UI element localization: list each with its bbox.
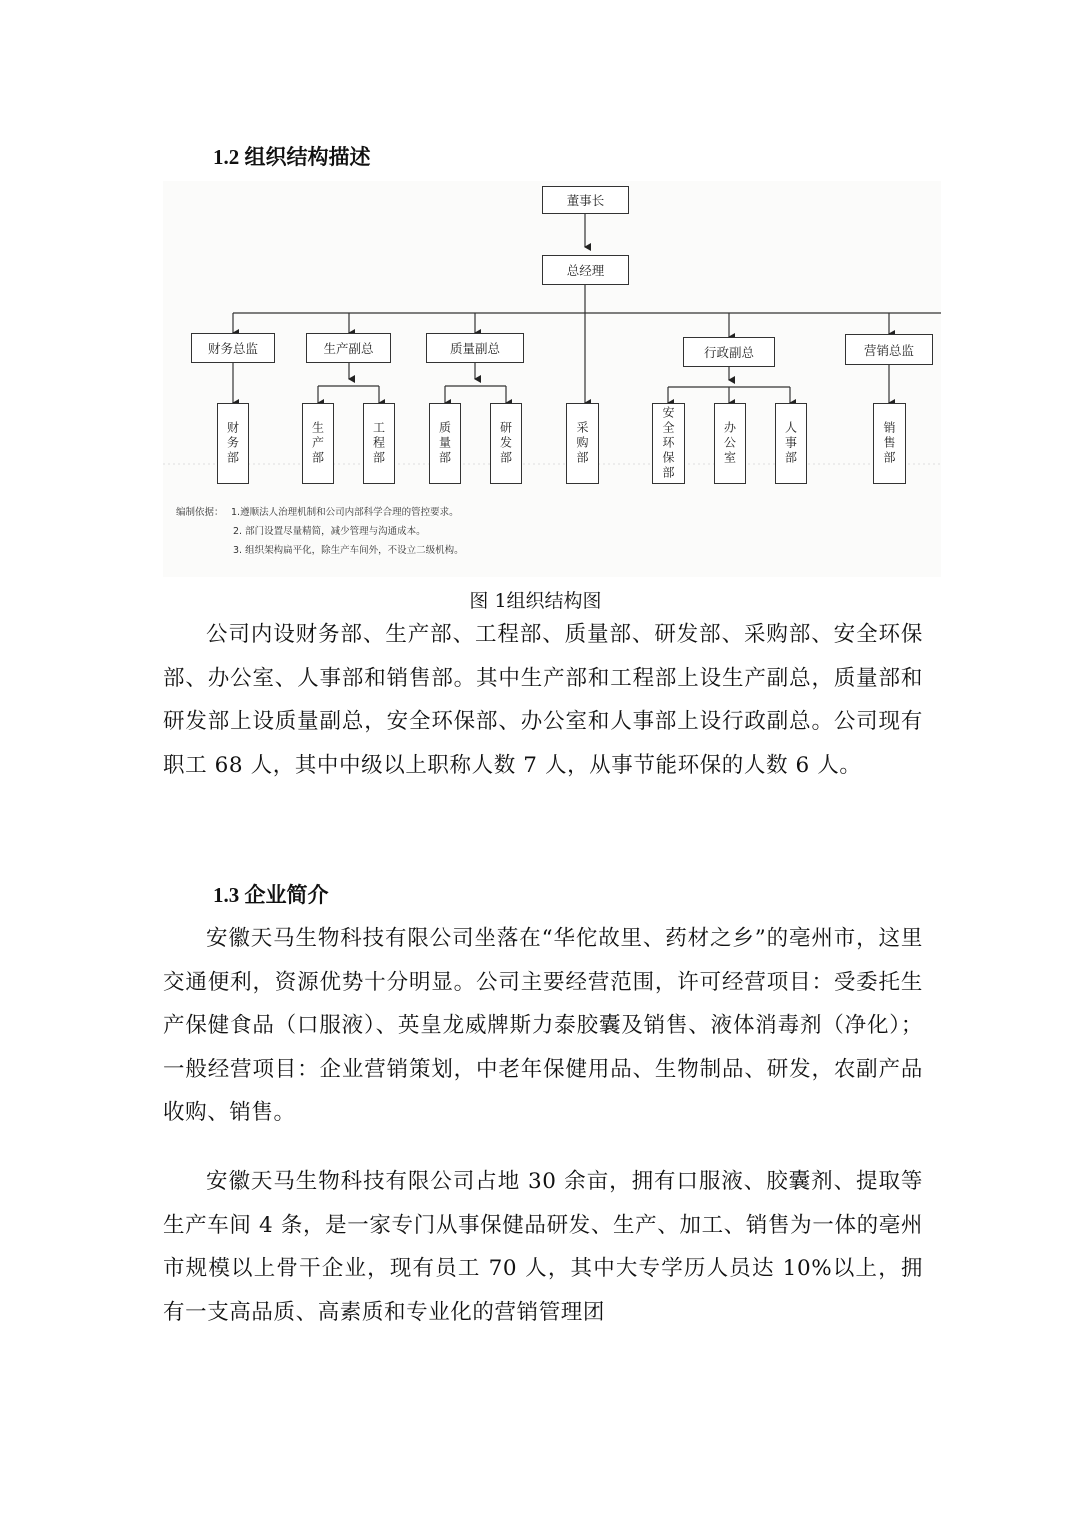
- paragraph-org-text: 公司内设财务部、生产部、工程部、质量部、研发部、采购部、安全环保部、办公室、人事部和销售部。其中生产部和工程部上设生产副总，质量部和研发部上设质量副总，安全环保部、办公室和人事部上设行政副总。公司现有职工 68 人，其中中级以上职称人数 7 人，从事节能环保的人数 6 人。: [163, 622, 923, 778]
- org-box-production-dept: 生产部: [302, 403, 334, 484]
- org-chart-note-3: 3. 组织架构扁平化，除生产车间外，不设立二级机构。: [233, 545, 464, 556]
- org-box-finance-dept: 财务部: [217, 403, 249, 484]
- org-chart-note-2: 2. 部门设置尽量精简，减少管理与沟通成本。: [233, 526, 426, 537]
- org-box-rd-dept: 研发部: [490, 403, 522, 484]
- org-box-hr-dept: 人事部: [775, 403, 807, 484]
- paragraph-intro-1-text: 安徽天马生物科技有限公司坐落在“华佗故里、药材之乡”的亳州市，这里交通便利，资源优势十分明显。公司主要经营范围，许可经营项目：受委托生产保健食品（口服液）、英皇龙威牌斯力泰胶囊及销售、液体消毒剂（净化）；一般经营项目：企业营销策划，中老年保健用品、生物制品、研发，农副产品收购、销售。: [163, 926, 923, 1126]
- org-box-admin-vp: 行政副总: [683, 337, 775, 367]
- org-box-purchasing-dept: 采购部: [566, 403, 599, 484]
- org-box-safety-env-dept: 安全环保部: [652, 403, 685, 484]
- paragraph-intro-2-text: 安徽天马生物科技有限公司占地 30 余亩，拥有口服液、胶囊剂、提取等生产车间 4 条，是一家专门从事保健品研发、生产、加工、销售为一体的亳州市规模以上骨干企业，现有员工 70 人，其中大专学历人员达 10%以上，拥有一支高品质、高素质和专业化的营销管理团: [163, 1169, 923, 1325]
- org-box-quality-dept: 质量部: [429, 403, 461, 484]
- section-heading-1-3: 1.3 企业简介: [213, 883, 329, 907]
- org-box-quality-vp: 质量副总: [426, 333, 524, 363]
- org-box-production-vp: 生产副总: [306, 333, 391, 363]
- figure-caption: 图 1组织结构图: [469, 590, 602, 612]
- org-chart-figure: [163, 181, 941, 577]
- org-box-engineering-dept: 工程部: [363, 403, 395, 484]
- org-box-sales-dept: 销售部: [873, 403, 906, 484]
- org-box-marketing-director: 营销总监: [845, 334, 933, 365]
- paragraph-org-description: [163, 613, 923, 787]
- org-chart-notes-label: 编制依据：: [176, 507, 224, 518]
- paragraph-company-intro-1: [163, 917, 923, 1135]
- org-box-general-manager: 总经理: [542, 255, 629, 285]
- org-box-finance-director: 财务总监: [191, 333, 275, 363]
- paragraph-company-intro-2: [163, 1160, 923, 1334]
- section-heading-1-2: 1.2 组织结构描述: [213, 145, 371, 169]
- org-box-office: 办公室: [714, 403, 746, 484]
- org-chart-note-1: 1.遵顺法人治理机制和公司内部科学合理的管控要求。: [231, 507, 459, 518]
- org-box-chairman: 董事长: [542, 186, 629, 214]
